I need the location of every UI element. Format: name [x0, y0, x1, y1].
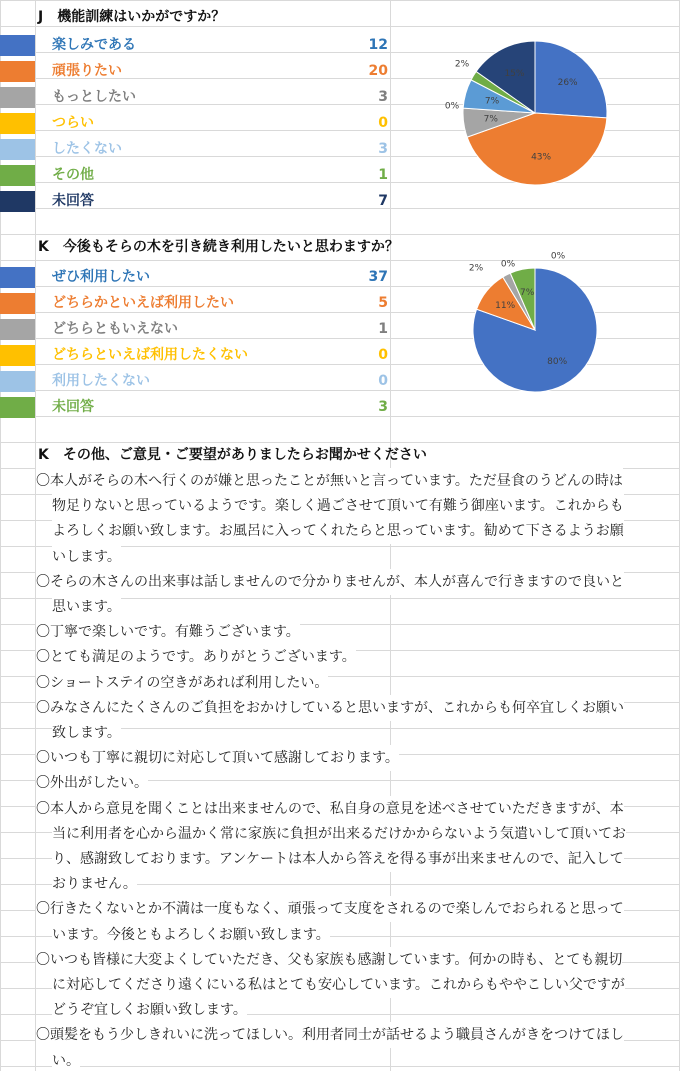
row-label: どちらかといえば利用したい	[52, 295, 234, 311]
color-swatch	[0, 35, 35, 56]
pie-chart-j	[430, 28, 680, 193]
comment-line: 当に利用者を心から温かく常に家族に負担が出来るだけかからないよう気遣いして頂いてお	[52, 821, 626, 847]
comment-line: い。	[52, 1048, 80, 1074]
color-swatch	[0, 397, 35, 418]
comment-line: に対応してくださり遠くにいる私はとても安心しています。これからもややこしい父ですが	[52, 972, 625, 998]
comment-line: 〇とても満足のようです。ありがとうございます。	[36, 644, 356, 670]
pie-data-label: 0%	[500, 259, 516, 270]
pie-data-label: 7%	[520, 287, 535, 298]
pie-data-label: 26%	[557, 78, 578, 89]
pie-chart-k1-svg	[440, 246, 680, 406]
pie-data-label: 7%	[484, 96, 500, 107]
section-k1-title: K 今後もそらの木を引き続き利用したいと思わますか？	[38, 239, 399, 255]
row-value: 7	[378, 193, 388, 209]
color-swatch	[0, 371, 35, 392]
color-swatch	[0, 87, 35, 108]
comment-line: います。今後ともよろしくお願い致します。	[52, 922, 330, 948]
pie-chart-j-svg	[430, 28, 680, 193]
comment-line: 〇いつも皆様に大変よくしていただき、父も家族も感謝しています。何かの時も、とても親切	[36, 947, 622, 973]
color-swatch	[0, 345, 35, 366]
row-label: 利用したくない	[52, 373, 150, 389]
row-value: 37	[368, 269, 388, 285]
row-value: 3	[378, 399, 388, 415]
color-swatch	[0, 113, 35, 134]
comment-line: 〇そらの木さんの出来事は話しませんので分かりませんが、本人が喜んで行きますので良いと	[36, 569, 624, 595]
comment-line: 〇行きたくないとか不満は一度もなく、頑張って支度をされるので楽しんでおられると思って	[36, 896, 624, 922]
comment-line: どうぞ宜しくお願い致します。	[52, 997, 247, 1023]
pie-data-label: 43%	[531, 152, 552, 163]
row-value: 3	[378, 141, 388, 157]
comment-line: おりません。	[52, 871, 137, 897]
row-label: どちらともいえない	[52, 321, 178, 337]
comment-line: 思います。	[52, 594, 121, 620]
comment-line: よろしくお願い致します。お風呂に入ってくれたらと思っています。勧めて下さるようお願	[52, 518, 624, 544]
row-value: 1	[378, 167, 388, 183]
comment-line: り、感謝致しております。アンケートは本人から答えを得る事が出来ませんので、記入して	[52, 846, 624, 872]
comment-line: 致します。	[52, 720, 121, 746]
row-value: 1	[378, 321, 388, 337]
row-value: 3	[378, 89, 388, 105]
row-label: つらい	[52, 115, 94, 131]
row-label: どちらといえば利用したくない	[52, 347, 248, 363]
color-swatch	[0, 319, 35, 340]
row-value: 0	[378, 373, 388, 389]
color-swatch	[0, 165, 35, 186]
row-label: したくない	[52, 141, 122, 157]
row-label: ぜひ利用したい	[52, 269, 150, 285]
comment-line: 〇本人から意見を聞くことは出来ませんので、私自身の意見を述べさせていただきますが、本	[36, 796, 624, 822]
row-label: 未回答	[52, 193, 94, 209]
color-swatch	[0, 191, 35, 212]
pie-data-label: 15%	[504, 68, 525, 79]
row-label: 楽しみである	[52, 37, 136, 53]
row-label: その他	[52, 167, 94, 183]
color-swatch	[0, 267, 35, 288]
comment-line: 〇いつも丁寧に親切に対応して頂いて感謝しております。	[36, 745, 399, 771]
pie-data-label: 0%	[550, 251, 566, 262]
comment-line: 〇丁寧で楽しいです。有難うございます。	[36, 619, 300, 645]
row-value: 0	[378, 115, 388, 131]
color-swatch	[0, 139, 35, 160]
color-swatch	[0, 293, 35, 314]
comment-line: 〇頭髪をもう少しきれいに洗ってほしい。利用者同士が話せるよう職員さんがきをつけてほし	[36, 1022, 624, 1048]
pie-data-label: 2%	[454, 59, 470, 70]
comment-line: 〇外出がしたい。	[36, 770, 148, 796]
row-label: 未回答	[52, 399, 94, 415]
comment-line: 〇ショートステイの空きがあれば利用したい。	[36, 670, 328, 696]
row-label: 頑張りたい	[52, 63, 122, 79]
comment-line: 〇本人がそらの木へ行くのが嫌と思ったことが無いと言っています。ただ昼食のうどんの時は	[36, 468, 623, 494]
row-label: もっとしたい	[52, 89, 136, 105]
pie-data-label: 11%	[495, 301, 516, 312]
comment-line: 〇みなさんにたくさんのご負担をおかけしていると思いますが、これからも何卒宜しくお願い	[36, 695, 624, 721]
pie-data-label: 7%	[483, 114, 498, 125]
color-swatch	[0, 61, 35, 82]
row-value: 20	[368, 63, 388, 79]
row-value: 12	[368, 37, 388, 53]
pie-data-label: 0%	[444, 101, 460, 112]
comment-line: いします。	[52, 544, 121, 570]
section-k2-title: K その他、ご意見・ご要望がありましたらお聞かせください	[38, 447, 427, 463]
section-j-title: J 機能訓練はいかがですか？	[38, 9, 226, 25]
pie-data-label: 2%	[468, 263, 484, 274]
comment-line: 物足りないと思っているようです。楽しく過ごさせて頂いて有難う御座います。これからも	[52, 493, 624, 519]
row-value: 5	[378, 295, 388, 311]
row-value: 0	[378, 347, 388, 363]
pie-data-label: 80%	[547, 356, 568, 367]
pie-chart-k1	[440, 246, 680, 406]
